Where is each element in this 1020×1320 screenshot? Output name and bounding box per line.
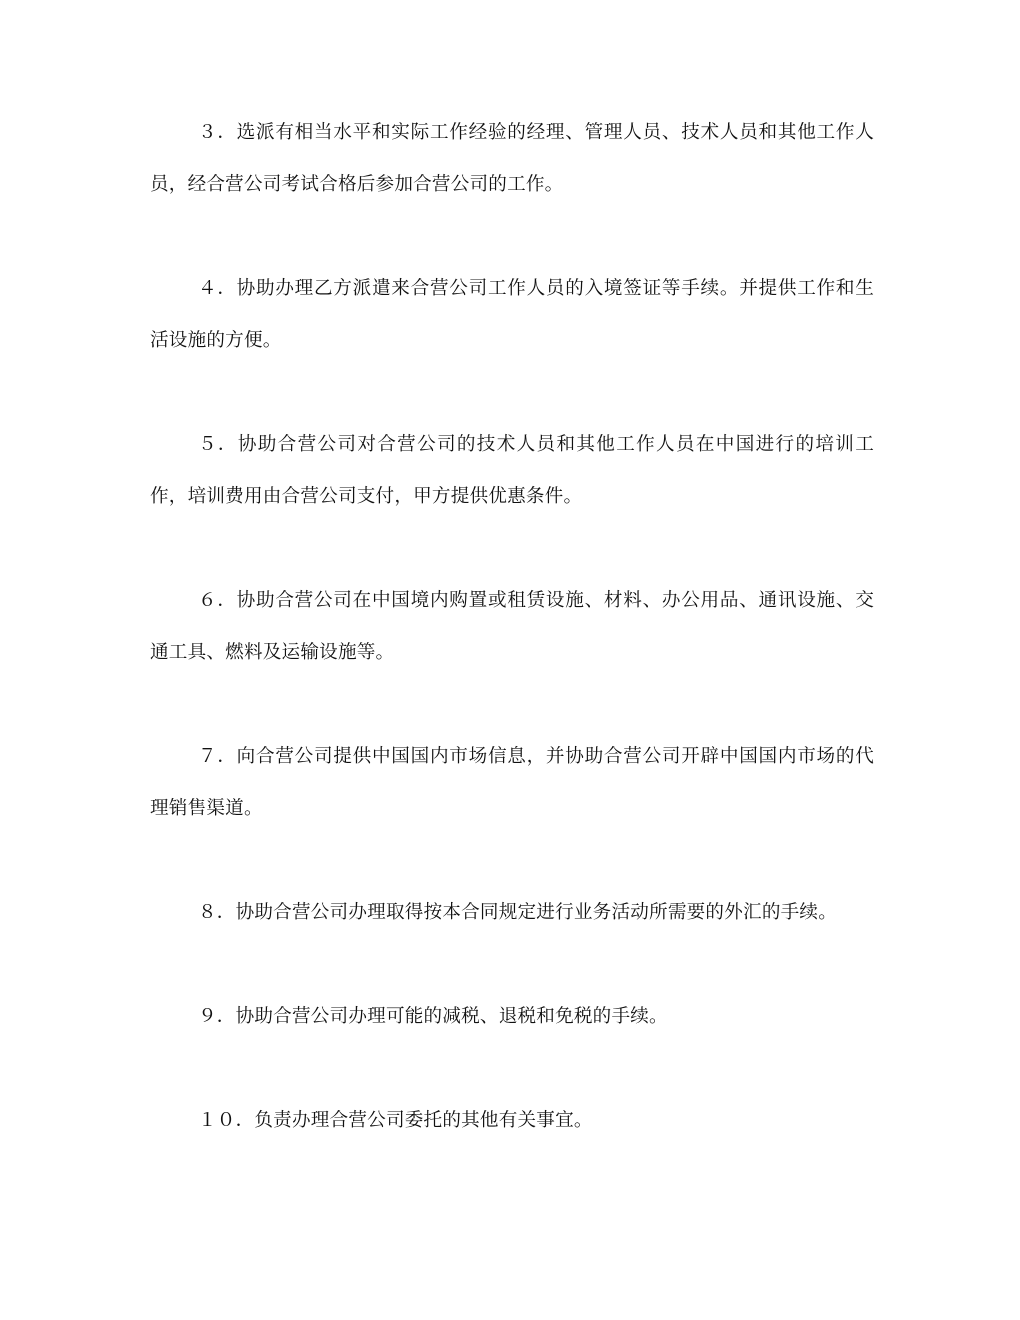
paragraph-item-4: ４．协助办理乙方派遣来合营公司工作人员的入境签证等手续。并提供工作和生活设施的方便。 (150, 278, 874, 351)
paragraph-item-3: ３．选派有相当水平和实际工作经验的经理、管理人员、技术人员和其他工作人员，经合营公司考试合格后参加合营公司的工作。 (150, 122, 874, 195)
paragraph-item-6: ６．协助合营公司在中国境内购置或租赁设施、材料、办公用品、通讯设施、交通工具、燃料及运输设施等。 (150, 590, 874, 663)
paragraph-item-10: １０．负责办理合营公司委托的其他有关事宜。 (198, 1110, 593, 1131)
paragraph-item-5: ５．协助合营公司对合营公司的技术人员和其他工作人员在中国进行的培训工作，培训费用由合营公司支付，甲方提供优惠条件。 (150, 434, 874, 507)
paragraph-item-8: ８．协助合营公司办理取得按本合同规定进行业务活动所需要的外汇的手续。 (198, 902, 837, 923)
paragraph-item-7: ７．向合营公司提供中国国内市场信息，并协助合营公司开辟中国国内市场的代理销售渠道。 (150, 746, 874, 819)
paragraph-item-9: ９．协助合营公司办理可能的减税、退税和免税的手续。 (198, 1006, 668, 1027)
